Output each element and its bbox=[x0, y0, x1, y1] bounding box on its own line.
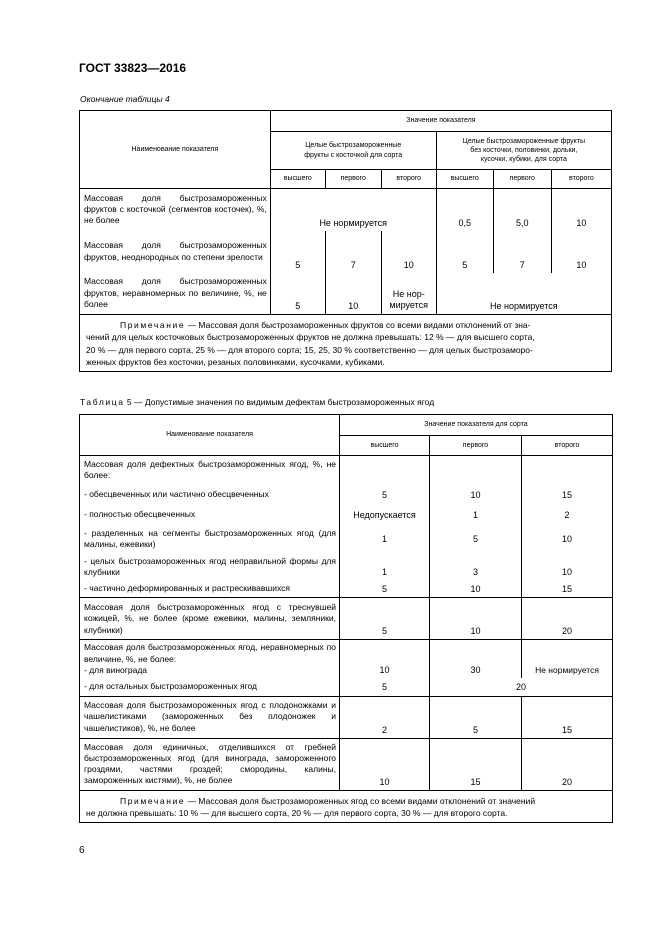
t5-note bbox=[80, 790, 613, 823]
t4-group2-line2: без косточки, половинки, дольки, bbox=[470, 146, 578, 154]
t5-row4-v2: 5 bbox=[430, 525, 522, 554]
t4-row1-v6: 10 bbox=[551, 189, 611, 231]
t5-grade-3: второго bbox=[522, 436, 613, 456]
table-5 bbox=[79, 414, 613, 823]
t5-row6-name: - частично деформированных и растрескивавшихся bbox=[80, 580, 340, 598]
t5-row6-v1: 5 bbox=[340, 580, 430, 598]
t5-row4-v1: 1 bbox=[340, 525, 430, 554]
t5-row3-v2: 1 bbox=[430, 505, 522, 525]
t4-header-group1: Целые быстрозамороженные фрукты с косточкой для сорта bbox=[270, 132, 436, 170]
t4-row1-merged: Не нормируется bbox=[270, 189, 436, 231]
t4-header-group2 bbox=[436, 132, 611, 170]
t5-row8-sub: - для винограда bbox=[84, 664, 148, 675]
t5-row8-name bbox=[80, 640, 340, 678]
t5-row2-name: - обесцвеченных или частично обесцвеченных bbox=[80, 485, 340, 505]
t5-row9-v23: 20 bbox=[430, 678, 613, 696]
t4-row2-v4: 5 bbox=[436, 231, 493, 273]
t4-row2-v1: 5 bbox=[270, 231, 325, 273]
t5-caption-text: 5 — Допустимые значения по видимым дефектам быстрозамороженных ягод bbox=[124, 397, 435, 407]
t4-row2-v5: 7 bbox=[493, 231, 551, 273]
t5-row9-v1: 5 bbox=[340, 678, 430, 696]
document-title: ГОСТ 33823—2016 bbox=[79, 61, 187, 75]
t4-row1-v4: 0,5 bbox=[436, 189, 493, 231]
t5-row1-name: Массовая доля дефектных быстрозамороженных ягод, %, не более: bbox=[80, 456, 340, 485]
t4-grade-3: второго bbox=[381, 170, 436, 189]
t5-row8-v3: Не нормируется bbox=[522, 640, 613, 678]
t5-row9-name: - для остальных быстрозамороженных ягод bbox=[80, 678, 340, 696]
t5-row3-v3: 2 bbox=[522, 505, 613, 525]
t5-row8-text: Массовая доля быстрозамороженных ягод, неравномерных по величине, %, не более: bbox=[84, 642, 336, 664]
t4-note-text2: чений для целых косточковых быстрозамороженных фруктов не должна превышать: 12 % — для высшего сорта, bbox=[86, 332, 535, 343]
t4-row2-v3: 10 bbox=[381, 231, 436, 273]
t4-note-text3: 20 % — для первого сорта, 25 % — для второго сорта; 15, 25, 30 % соответственно — для целых быстрозаморо- bbox=[86, 344, 533, 355]
t5-row5-name: - целых быстрозамороженных ягод неправильной формы для клубники bbox=[80, 554, 340, 580]
t4-row3-v3-line1: Не нор- bbox=[392, 289, 425, 300]
t4-row2-v6: 10 bbox=[551, 231, 611, 273]
t5-note-label: Примечание bbox=[120, 795, 186, 806]
t4-group2-line3: кусочки, кубики, для сорта bbox=[480, 156, 567, 164]
t4-grade-6: второго bbox=[551, 170, 611, 189]
t5-row7-v2: 10 bbox=[430, 598, 522, 640]
t4-note-text4: женных фруктов без косточки, резаных половинками, кусочками, кубиками. bbox=[86, 356, 385, 367]
t5-row10-v1: 2 bbox=[340, 696, 430, 738]
t5-row8-v1: 10 bbox=[340, 640, 430, 678]
t5-row10-v2: 5 bbox=[430, 696, 522, 738]
t5-row7-name: Массовая доля быстрозамороженных ягод с треснувшей кожицей, %, не более (кроме ежевики, малины, земляники, клубники) bbox=[80, 598, 340, 640]
table-4 bbox=[79, 110, 612, 372]
t4-row1-v5: 5,0 bbox=[493, 189, 551, 231]
t4-row3-name: Массовая доля быстрозамороженных фруктов, неравномерных по величине, %, не более bbox=[80, 273, 271, 315]
t5-row3-v1: Недопускается bbox=[340, 505, 430, 525]
t5-row7-v3: 20 bbox=[522, 598, 613, 640]
table-continuation-label: Окончание таблицы 4 bbox=[80, 94, 170, 104]
t4-header-name: Наименование показателя bbox=[80, 111, 271, 189]
t4-row3-v1: 5 bbox=[270, 273, 325, 315]
t4-row3-merged: Не нормируется bbox=[436, 273, 611, 315]
t5-row10-name: Массовая доля быстрозамороженных ягод с плодоножками и чашелистиками (замороженных без плодоножек и чашелистиков), %, не более bbox=[80, 696, 340, 738]
t5-row6-v3: 15 bbox=[522, 580, 613, 598]
t5-row2-v1: 5 bbox=[340, 485, 430, 505]
t5-row2-v2: 10 bbox=[430, 485, 522, 505]
t5-row11-v3: 20 bbox=[522, 738, 613, 790]
table-5-caption bbox=[80, 397, 434, 407]
t5-header-value: Значение показателя для сорта bbox=[340, 415, 613, 436]
t5-note-text1: — Массовая доля быстрозамороженных ягод со всеми видами отклонений от значений bbox=[185, 795, 536, 806]
t4-note bbox=[80, 315, 612, 372]
t4-grade-4: высшего bbox=[436, 170, 493, 189]
t5-row6-v2: 10 bbox=[430, 580, 522, 598]
t5-caption-label: Таблица bbox=[80, 397, 125, 407]
t4-note-label: Примечание bbox=[120, 320, 186, 330]
t5-row4-name: - разделенных на сегменты быстрозамороженных ягод (для малины, ежевики) bbox=[80, 525, 340, 554]
t5-header-name: Наименование показателя bbox=[80, 415, 340, 456]
t4-row3-v3-line2: мируется bbox=[389, 300, 429, 311]
t5-row11-v2: 15 bbox=[430, 738, 522, 790]
t4-row2-v2: 7 bbox=[325, 231, 381, 273]
t4-group2-line1: Целые быстрозамороженные фрукты bbox=[462, 137, 586, 145]
t4-row3-v3 bbox=[381, 273, 436, 315]
t5-row5-v1: 1 bbox=[340, 554, 430, 580]
t5-row2-v3: 15 bbox=[522, 485, 613, 505]
t5-grade-1: высшего bbox=[340, 436, 430, 456]
t4-grade-1: высшего bbox=[270, 170, 325, 189]
t5-row5-v2: 3 bbox=[430, 554, 522, 580]
page-number: 6 bbox=[79, 845, 85, 856]
t4-row1-name: Массовая доля быстрозамороженных фруктов с косточкой (сегментов косточек), %, не более bbox=[80, 189, 271, 231]
t5-grade-2: первого bbox=[430, 436, 522, 456]
t4-row3-v2: 10 bbox=[325, 273, 381, 315]
t4-grade-5: первого bbox=[493, 170, 551, 189]
t4-row2-name: Массовая доля быстрозамороженных фруктов, неоднородных по степени зрелости bbox=[80, 231, 271, 273]
t5-row10-v3: 15 bbox=[522, 696, 613, 738]
t5-row7-v1: 5 bbox=[340, 598, 430, 640]
t5-row3-name: - полностью обесцвеченных bbox=[80, 505, 340, 525]
t4-header-value: Значение показателя bbox=[270, 111, 611, 132]
t4-grade-2: первого bbox=[325, 170, 381, 189]
t5-row4-v3: 10 bbox=[522, 525, 613, 554]
t5-note-text2: не должна превышать: 10 % — для высшего сорта, 20 % — для первого сорта, 30 % — для второго сорта. bbox=[86, 807, 508, 818]
t5-row5-v3: 10 bbox=[522, 554, 613, 580]
t5-row11-v1: 10 bbox=[340, 738, 430, 790]
t5-row8-v2: 30 bbox=[430, 640, 522, 678]
t5-row11-name: Массовая доля единичных, отделившихся от гребней быстрозамороженных ягод (для винограда, замороженного гроздями, частями гроздей; смородины, калины, замороженных кистями), %, не более bbox=[80, 738, 340, 790]
t4-note-text1: — Массовая доля быстрозамороженных фруктов со всеми видами отклонений от зна- bbox=[185, 320, 531, 330]
